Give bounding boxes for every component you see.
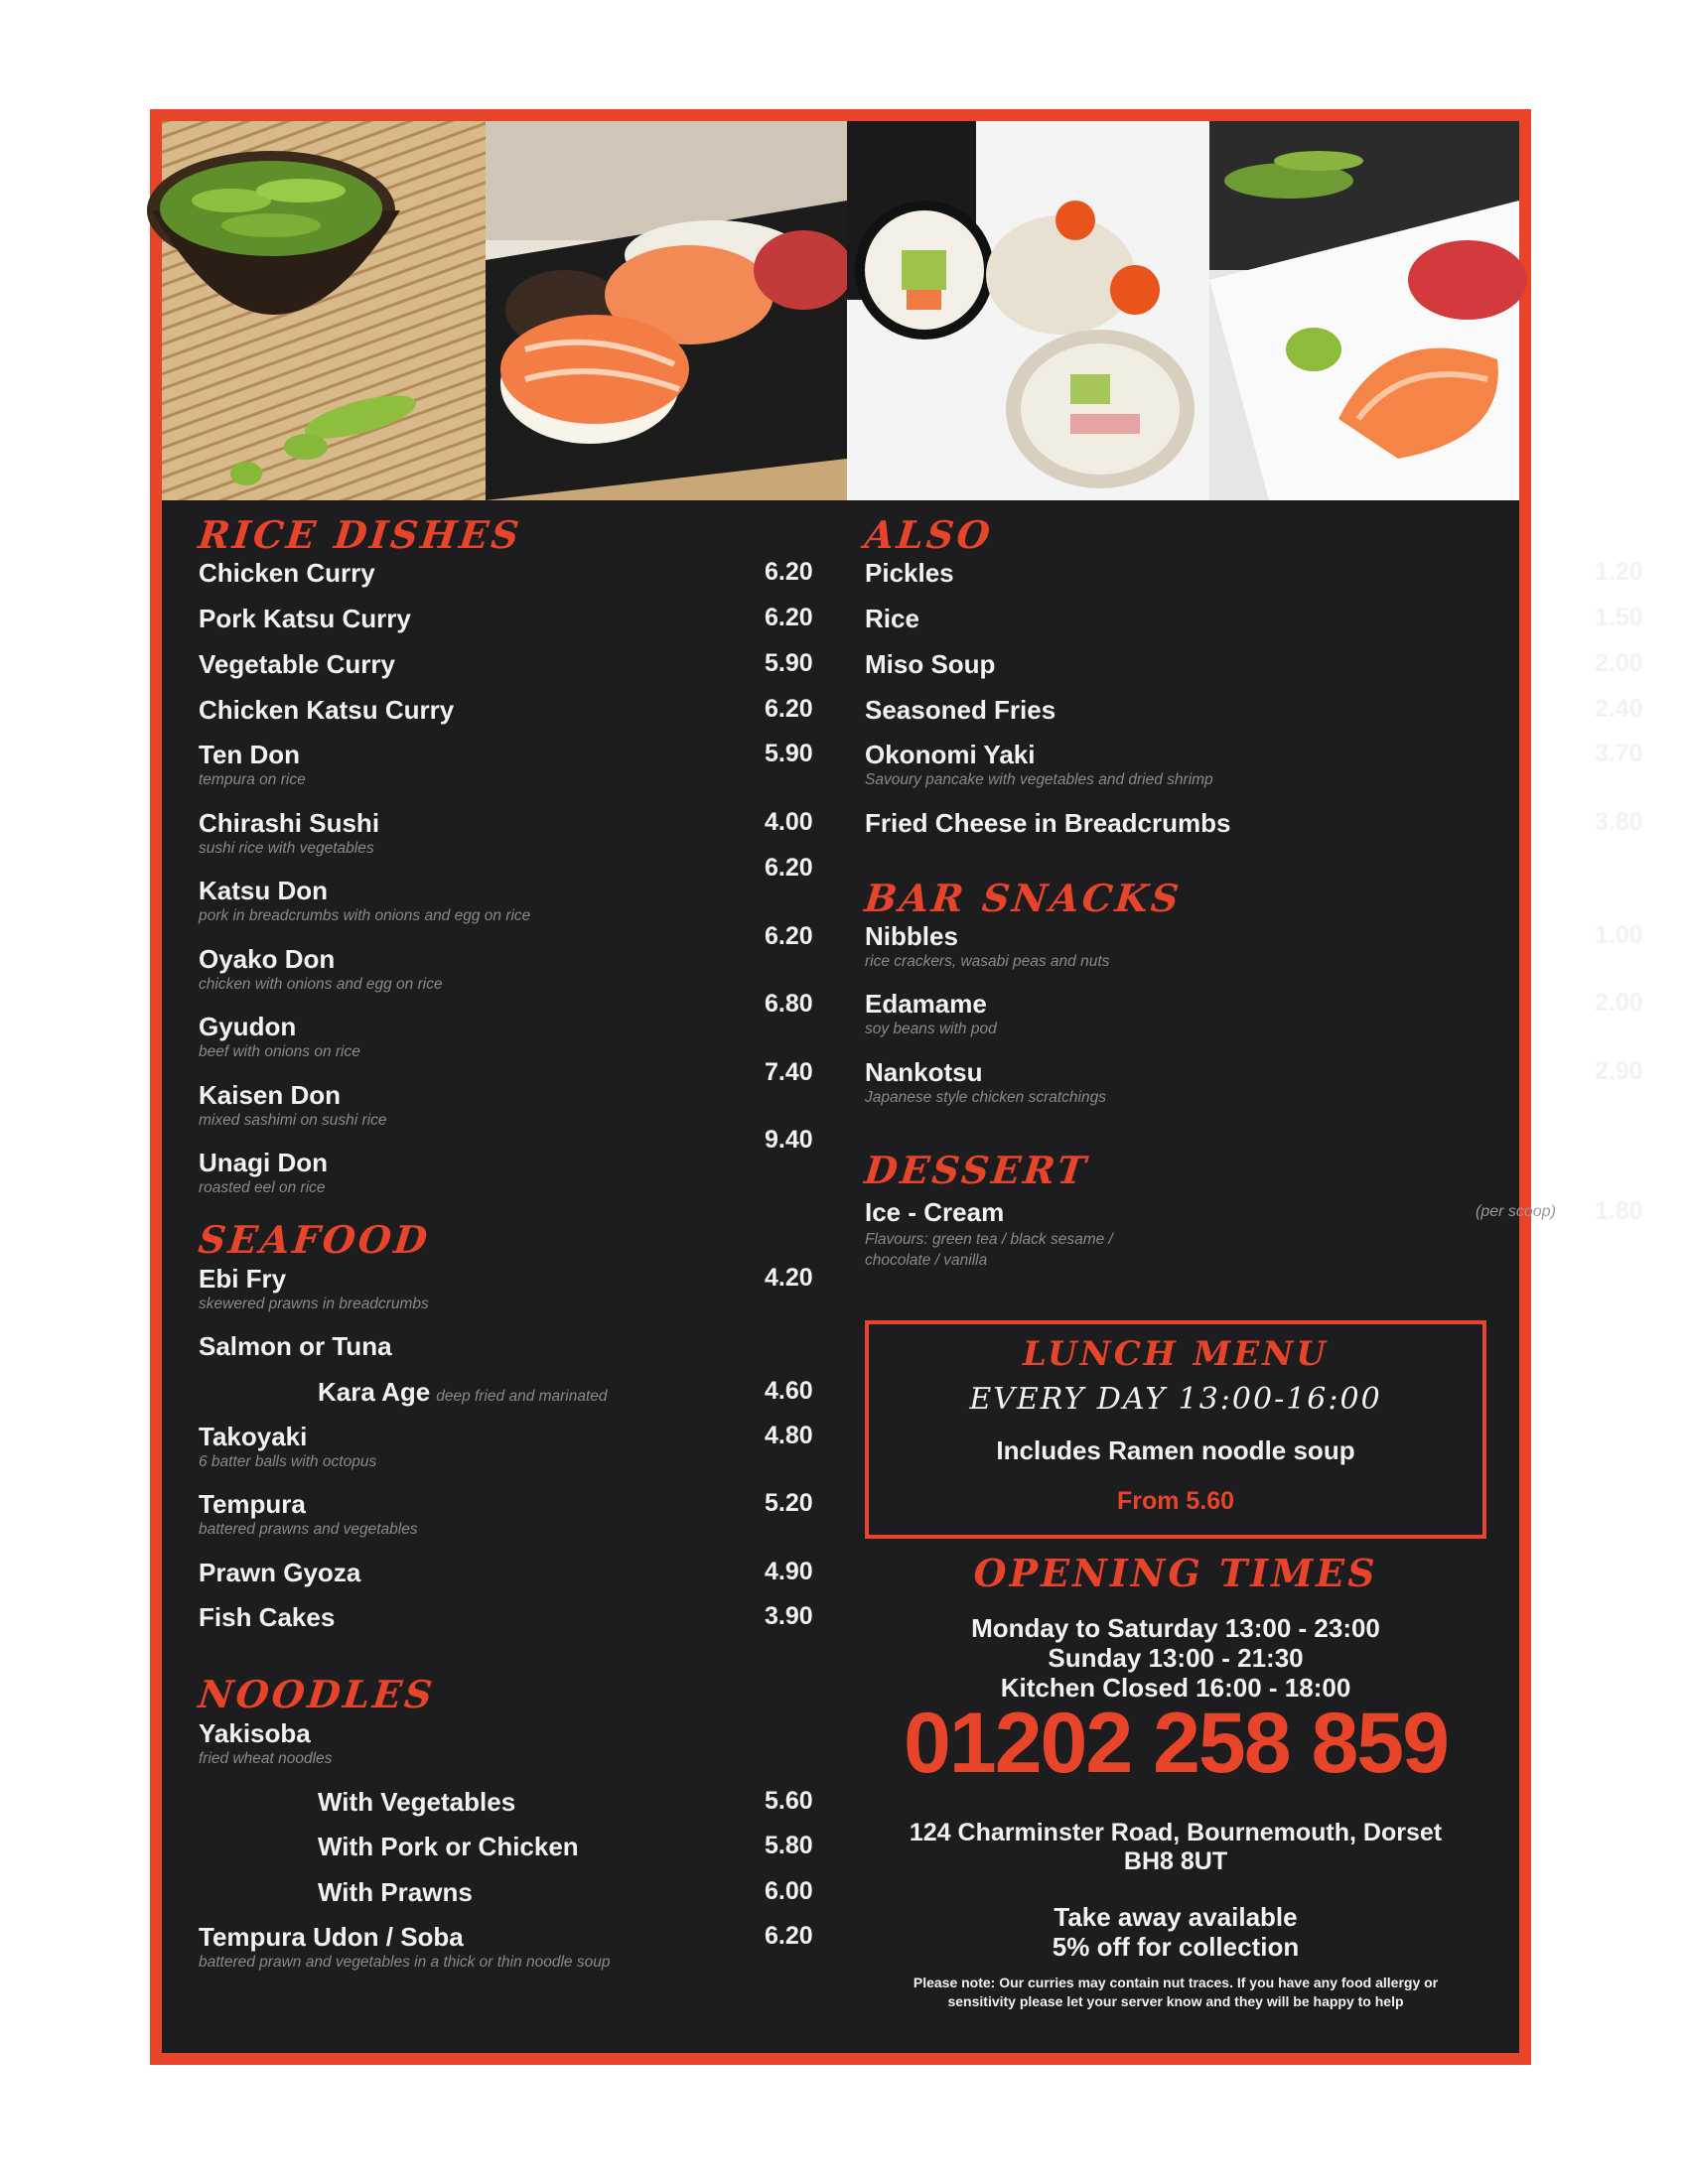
address	[865, 1819, 1486, 1876]
item-price: 3.70	[1595, 740, 1643, 767]
hours-line: Sunday 13:00 - 21:30	[1048, 1643, 1304, 1673]
item-name: Katsu Don	[199, 876, 328, 905]
edamame-bowl-photo	[162, 121, 486, 500]
item-name: With Pork or Chicken	[318, 1832, 579, 1861]
item-price: 5.20	[765, 1489, 813, 1517]
hours-line: Monday to Saturday 13:00 - 23:00	[971, 1613, 1380, 1643]
takeaway-info	[865, 1902, 1486, 1962]
item-name: With Prawns	[318, 1877, 473, 1907]
allergy-note	[865, 1974, 1486, 2011]
item-price: 3.80	[1595, 808, 1643, 836]
bar-snacks-heading: BAR SNACKS	[862, 876, 1185, 920]
item-name: Unagi Don	[199, 1148, 328, 1177]
item-price: 2.00	[1595, 649, 1643, 677]
item-name: Prawn Gyoza	[199, 1558, 361, 1587]
item-name: Tempura Udon / Soba	[199, 1922, 464, 1952]
item-name: Ebi Fry	[199, 1264, 287, 1294]
item-name: Seasoned Fries	[865, 695, 1056, 725]
note-line: Please note: Our curries may contain nut traces. If you have any food allergy or	[913, 1975, 1439, 1990]
item-description: skewered prawns in breadcrumbs	[199, 1296, 429, 1312]
item-price: 6.00	[765, 1877, 813, 1905]
lunch-menu-title: LUNCH MENU	[1022, 1334, 1330, 1374]
dessert-heading: DESSERT	[862, 1148, 1091, 1192]
item-name: Pork Katsu Curry	[199, 604, 411, 633]
item-price: 5.90	[765, 740, 813, 767]
seafood-heading: SEAFOOD	[196, 1217, 433, 1262]
item-name: Oyako Don	[199, 944, 336, 974]
item-price: 6.80	[765, 990, 813, 1018]
lunch-menu-box	[865, 1320, 1486, 1539]
note-line: sensitivity please let your server know and they will be happy to help	[947, 1993, 1404, 2009]
item-description: fried wheat noodles	[199, 1750, 333, 1767]
item-price: 4.00	[765, 808, 813, 836]
sashimi-plate-photo	[1209, 121, 1519, 500]
item-description: tempura on rice	[199, 771, 306, 788]
item-price: 5.60	[765, 1787, 813, 1815]
opening-times-heading: OPENING TIMES	[973, 1551, 1378, 1595]
item-name: Pickles	[865, 558, 954, 588]
item-price: 4.20	[765, 1264, 813, 1292]
item-price: 6.20	[765, 695, 813, 723]
item-description: rice crackers, wasabi peas and nuts	[865, 953, 1110, 970]
item-name: Yakisoba	[199, 1718, 311, 1748]
item-name: Tempura	[199, 1489, 306, 1519]
item-price: 1.00	[1595, 921, 1643, 949]
item-price: 1.20	[1595, 558, 1643, 586]
item-name: Fried Cheese in Breadcrumbs	[865, 808, 1231, 838]
item-price: 1.80	[1595, 1197, 1643, 1225]
item-price: 7.40	[765, 1058, 813, 1086]
address-line: 124 Charminster Road, Bournemouth, Dorset	[909, 1819, 1443, 1846]
item-name: Chicken Curry	[199, 558, 375, 588]
item-name: Nibbles	[865, 921, 958, 951]
item-price: 2.90	[1595, 1057, 1643, 1085]
item-description: pork in breadcrumbs with onions and egg on rice	[199, 907, 531, 924]
item-price: 4.80	[765, 1422, 813, 1449]
item-name: Rice	[865, 604, 919, 633]
takeaway-line: Take away available	[1054, 1902, 1298, 1932]
item-name: Miso Soup	[865, 649, 996, 679]
item-description: beef with onions on rice	[199, 1043, 360, 1060]
item-name: Chicken Katsu Curry	[199, 695, 455, 725]
item-price: 3.90	[765, 1602, 813, 1630]
item-name: Kara Age deep fried and marinated	[318, 1377, 608, 1407]
lunch-days: EVERY DAY 13:00-16:00	[969, 1382, 1382, 1417]
item-price: 4.60	[765, 1377, 813, 1405]
item-name: Kaisen Don	[199, 1080, 342, 1110]
opening-hours	[865, 1613, 1486, 1703]
item-name: Ice - Cream	[865, 1197, 1005, 1227]
item-name: Nankotsu	[865, 1057, 983, 1087]
item-name: Edamame	[865, 989, 987, 1019]
item-description: Japanese style chicken scratchings	[865, 1089, 1106, 1106]
hours-line: Kitchen Closed 16:00 - 18:00	[1000, 1673, 1351, 1703]
noodles-heading: NOODLES	[196, 1672, 438, 1716]
item-name: Okonomi Yaki	[865, 740, 1036, 769]
item-description: sushi rice with vegetables	[199, 840, 374, 857]
maki-rolls-photo	[847, 121, 1209, 500]
item-description: Flavours: green tea / black sesame / chocolate / vanilla	[865, 1231, 1113, 1269]
item-price: 6.20	[765, 604, 813, 631]
item-name: Gyudon	[199, 1012, 297, 1041]
item-price: 6.20	[765, 922, 813, 950]
phone-number: 01202 258 859	[904, 1696, 1448, 1791]
item-description: Savoury pancake with vegetables and dried shrimp	[865, 771, 1213, 788]
item-price: 1.50	[1595, 604, 1643, 631]
item-name: With Vegetables	[318, 1787, 516, 1817]
price-unit: (per scoop)	[1476, 1203, 1556, 1220]
menu-panel	[162, 121, 1643, 2053]
item-name: Vegetable Curry	[199, 649, 395, 679]
address-line: BH8 8UT	[1123, 1847, 1228, 1875]
item-name: Salmon or Tuna	[199, 1331, 392, 1361]
item-description: battered prawn and vegetables in a thick or thin noodle soup	[199, 1954, 611, 1971]
nigiri-sushi-photo	[486, 121, 847, 500]
item-description: deep fried and marinated	[436, 1388, 608, 1405]
item-price: 6.20	[765, 1922, 813, 1950]
item-description: roasted eel on rice	[199, 1179, 326, 1196]
item-price: 6.20	[765, 854, 813, 882]
also-heading: ALSO	[862, 512, 996, 557]
item-price: 2.40	[1595, 695, 1643, 723]
rice-dishes-heading: RICE DISHES	[196, 512, 524, 557]
lunch-price: From 5.60	[1116, 1487, 1235, 1515]
item-price: 2.00	[1595, 989, 1643, 1017]
item-price: 6.20	[765, 558, 813, 586]
item-name: Takoyaki	[199, 1422, 308, 1451]
item-name: Ten Don	[199, 740, 301, 769]
item-description: battered prawns and vegetables	[199, 1521, 418, 1538]
item-price: 5.90	[765, 649, 813, 677]
item-description: 6 batter balls with octopus	[199, 1453, 377, 1470]
item-name: Fish Cakes	[199, 1602, 336, 1632]
item-price: 4.90	[765, 1558, 813, 1585]
item-price: 5.80	[765, 1832, 813, 1859]
photo-strip	[162, 121, 1519, 500]
item-description: chicken with onions and egg on rice	[199, 976, 443, 993]
lunch-includes: Includes Ramen noodle soup	[996, 1435, 1355, 1465]
takeaway-line: 5% off for collection	[1052, 1932, 1300, 1962]
item-name: Chirashi Sushi	[199, 808, 380, 838]
item-price: 9.40	[765, 1126, 813, 1154]
item-description: soy beans with pod	[865, 1021, 997, 1037]
item-description: mixed sashimi on sushi rice	[199, 1112, 387, 1129]
